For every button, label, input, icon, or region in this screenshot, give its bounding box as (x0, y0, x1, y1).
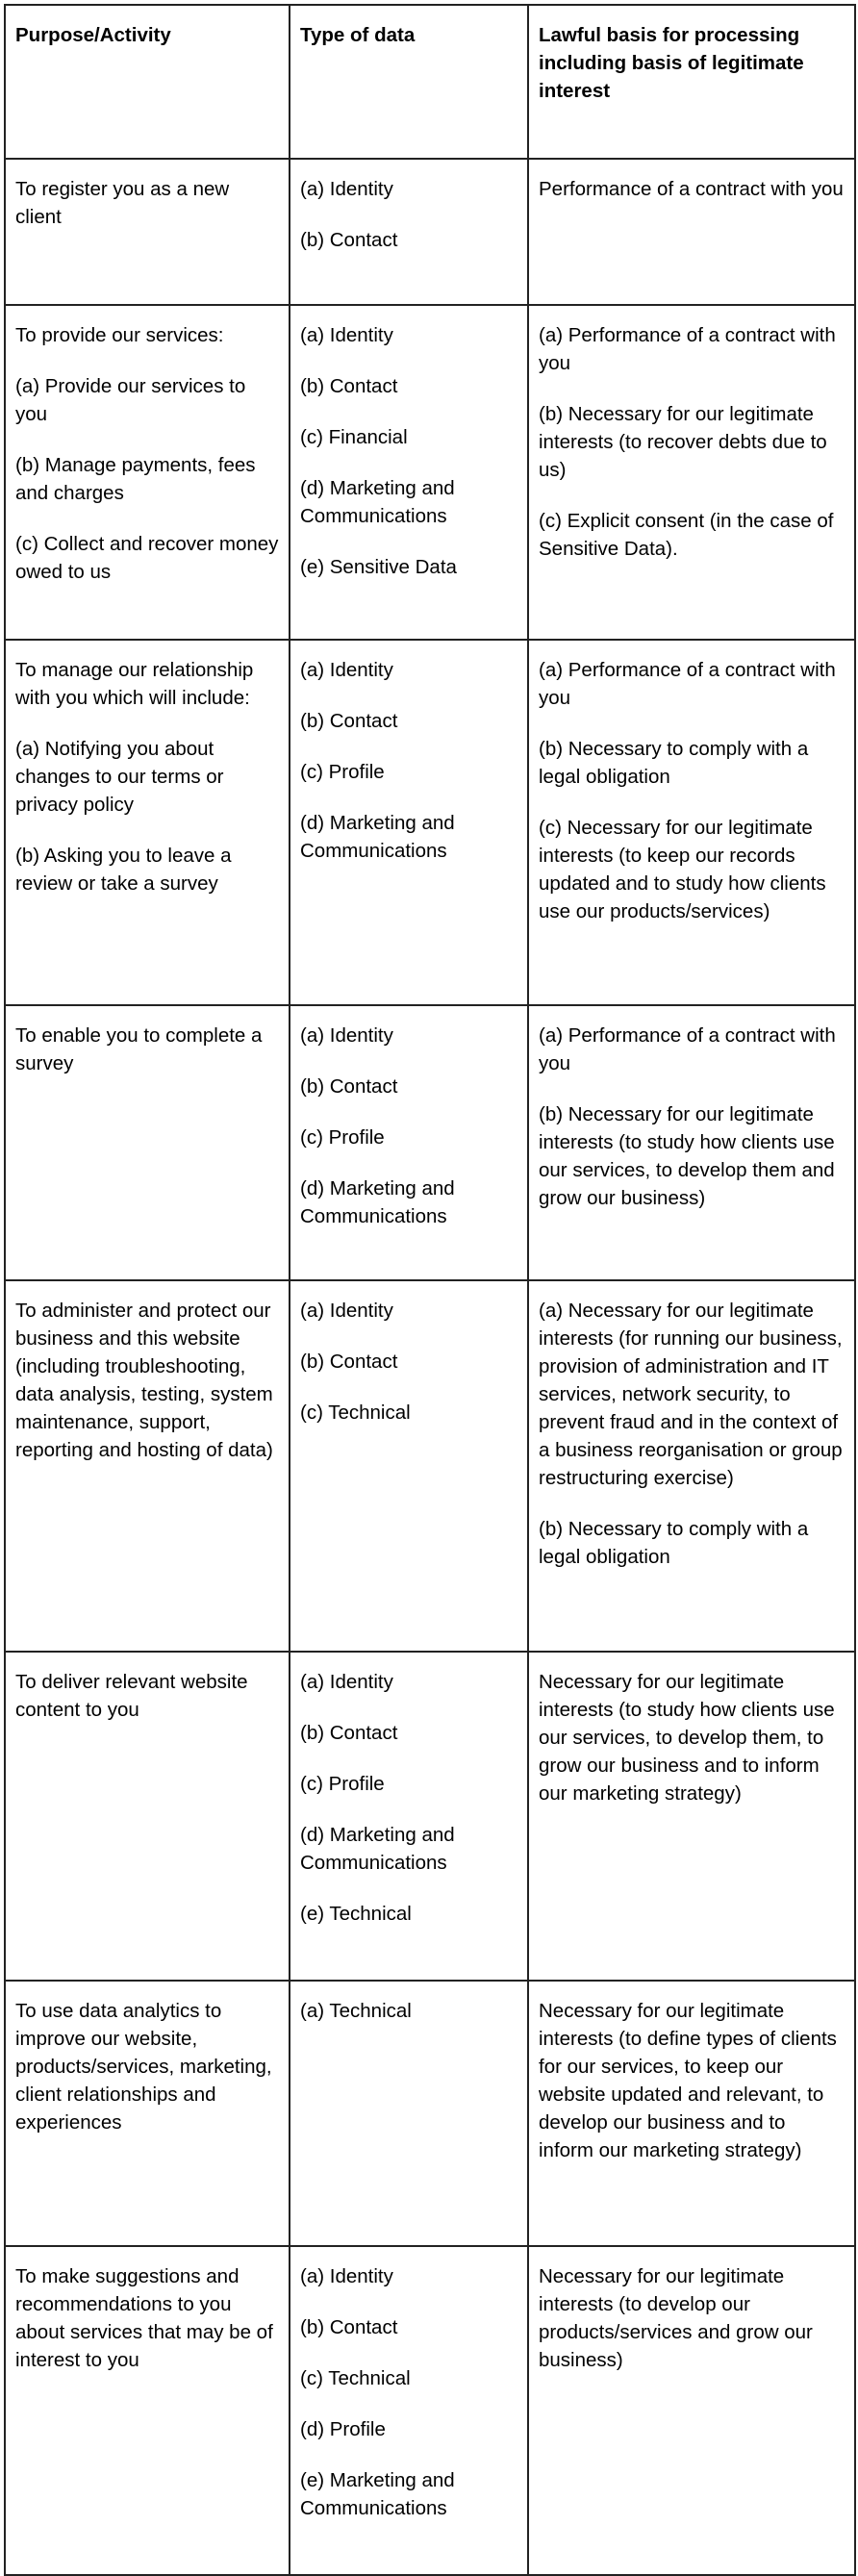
cell-paragraph: (a) Performance of a contract with you (539, 1024, 836, 1074)
header-type-of-data: Type of data (290, 5, 528, 159)
cell-paragraph: (a) Technical (300, 2000, 412, 2022)
cell-paragraph: To register you as a new client (15, 178, 230, 228)
purpose-cell (5, 159, 290, 305)
type-of-data-cell (290, 305, 528, 640)
cell-paragraph: (e) Technical (300, 1903, 412, 1925)
purpose-cell (5, 1652, 290, 1981)
header-purpose: Purpose/Activity (5, 5, 290, 159)
cell-paragraph: To use data analytics to improve our website, products/services, marketing, client relationships and experiences (15, 2000, 272, 2134)
table-row (5, 1005, 855, 1280)
lawful-basis-cell (528, 1652, 855, 1981)
cell-paragraph: (b) Asking you to leave a review or take a survey (15, 845, 232, 895)
table-row (5, 305, 855, 640)
cell-paragraph: (b) Contact (300, 1722, 398, 1744)
table-row (5, 640, 855, 1005)
cell-paragraph: (d) Marketing and Communications (300, 1824, 455, 1874)
cell-paragraph: (b) Necessary for our legitimate interests (to study how clients use our services, to develop them and grow our business) (539, 1103, 835, 1209)
cell-paragraph: (e) Sensitive Data (300, 556, 457, 578)
cell-paragraph: (c) Financial (300, 426, 408, 448)
cell-paragraph: (c) Collect and recover money owed to us (15, 533, 279, 583)
cell-paragraph: (c) Profile (300, 1126, 385, 1149)
cell-paragraph: (b) Necessary to comply with a legal obligation (539, 738, 809, 788)
lawful-basis-cell (528, 305, 855, 640)
cell-paragraph: (a) Performance of a contract with you (539, 324, 836, 374)
lawful-basis-cell (528, 159, 855, 305)
cell-paragraph: (c) Profile (300, 1773, 385, 1795)
cell-paragraph: (a) Identity (300, 324, 393, 346)
lawful-basis-cell (528, 640, 855, 1005)
cell-paragraph: (a) Performance of a contract with you (539, 659, 836, 709)
cell-paragraph: (a) Identity (300, 1671, 393, 1693)
cell-paragraph: (a) Identity (300, 178, 393, 200)
cell-paragraph: Necessary for our legitimate interests (to define types of clients for our services, to keep our website updated and relevant, to develop our business and to inform our marketing strategy) (539, 2000, 837, 2161)
cell-paragraph: (c) Explicit consent (in the case of Sensitive Data). (539, 510, 834, 560)
cell-paragraph: (e) Marketing and Communications (300, 2469, 455, 2519)
cell-paragraph: (d) Marketing and Communications (300, 477, 455, 527)
cell-paragraph: (c) Necessary for our legitimate interests (to keep our records updated and to study how clients use our products/services) (539, 817, 826, 922)
cell-paragraph: Performance of a contract with you (539, 178, 844, 200)
cell-paragraph: (c) Technical (300, 1402, 411, 1424)
cell-paragraph: (d) Marketing and Communications (300, 812, 455, 862)
cell-paragraph: To deliver relevant website content to you (15, 1671, 248, 1721)
cell-paragraph: To administer and protect our business and this website (including troubleshooting, data analysis, testing, system maintenance, support, reporting and hosting of data) (15, 1300, 273, 1461)
cell-paragraph: (a) Necessary for our legitimate interests (for running our business, provision of administration and IT services, network security, to prevent fraud and in the context of a business reorganisation or group restructuring exercise) (539, 1300, 843, 1489)
cell-paragraph: To manage our relationship with you which will include: (15, 659, 254, 709)
type-of-data-cell (290, 1005, 528, 1280)
lawful-basis-cell (528, 1005, 855, 1280)
cell-paragraph: (c) Profile (300, 761, 385, 783)
purpose-cell (5, 640, 290, 1005)
cell-paragraph: To enable you to complete a survey (15, 1024, 263, 1074)
cell-paragraph: (b) Contact (300, 375, 398, 397)
purpose-cell (5, 305, 290, 640)
cell-paragraph: (b) Contact (300, 710, 398, 732)
table-row (5, 159, 855, 305)
cell-paragraph: Necessary for our legitimate interests (to develop our products/services and grow our business) (539, 2265, 813, 2371)
cell-paragraph: (b) Contact (300, 2316, 398, 2338)
cell-paragraph: (b) Necessary for our legitimate interests (to recover debts due to us) (539, 403, 827, 481)
cell-paragraph: To provide our services: (15, 324, 224, 346)
type-of-data-cell (290, 1981, 528, 2246)
header-row (5, 5, 855, 159)
table-row (5, 2246, 855, 2575)
purpose-cell (5, 2246, 290, 2575)
cell-paragraph: (a) Identity (300, 659, 393, 681)
cell-paragraph: (a) Identity (300, 1300, 393, 1322)
table-row (5, 1280, 855, 1652)
cell-paragraph: (a) Identity (300, 1024, 393, 1047)
table-row (5, 1652, 855, 1981)
lawful-basis-cell (528, 1280, 855, 1652)
cell-paragraph: Necessary for our legitimate interests (to study how clients use our services, to develop them, to grow our business and to inform our marketing strategy) (539, 1671, 835, 1805)
cell-paragraph: (d) Profile (300, 2418, 386, 2440)
cell-paragraph: (b) Necessary to comply with a legal obligation (539, 1518, 809, 1568)
cell-paragraph: To make suggestions and recommendations to you about services that may be of interest to you (15, 2265, 273, 2371)
cell-paragraph: (b) Contact (300, 1351, 398, 1373)
type-of-data-cell (290, 1652, 528, 1981)
table-row (5, 1981, 855, 2246)
type-of-data-cell (290, 640, 528, 1005)
lawful-basis-table (4, 4, 856, 2576)
cell-paragraph: (d) Marketing and Communications (300, 1177, 455, 1227)
cell-paragraph: (b) Manage payments, fees and charges (15, 454, 256, 504)
purpose-cell (5, 1981, 290, 2246)
cell-paragraph: (a) Identity (300, 2265, 393, 2287)
lawful-basis-cell (528, 2246, 855, 2575)
type-of-data-cell (290, 159, 528, 305)
cell-paragraph: (a) Provide our services to you (15, 375, 246, 425)
type-of-data-cell (290, 1280, 528, 1652)
cell-paragraph: (a) Notifying you about changes to our terms or privacy policy (15, 738, 224, 816)
cell-paragraph: (b) Contact (300, 229, 398, 251)
type-of-data-cell (290, 2246, 528, 2575)
purpose-cell (5, 1280, 290, 1652)
lawful-basis-cell (528, 1981, 855, 2246)
header-lawful-basis: Lawful basis for processing including basis of legitimate interest (528, 5, 855, 159)
cell-paragraph: (c) Technical (300, 2367, 411, 2389)
table-body (5, 159, 855, 2575)
cell-paragraph: (b) Contact (300, 1075, 398, 1098)
purpose-cell (5, 1005, 290, 1280)
